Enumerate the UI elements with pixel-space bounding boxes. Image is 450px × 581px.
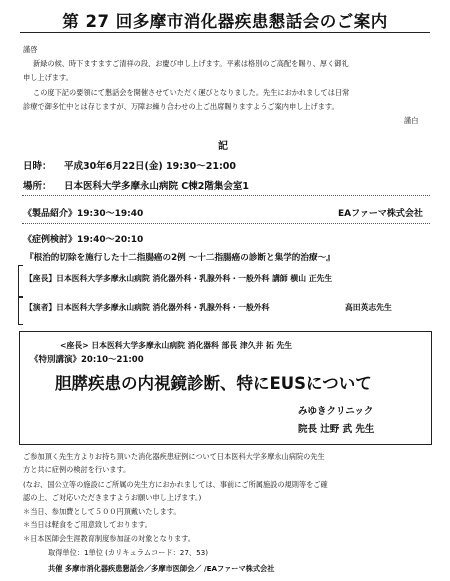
product-label: 《製品紹介》19:30～19:40	[23, 209, 144, 219]
lecture-clinic: みゆきクリニック	[298, 406, 374, 417]
greeting-closing: 謹白	[404, 116, 419, 125]
speaker-bracket	[18, 297, 23, 325]
product-divider	[22, 223, 430, 224]
case-speaker: 【演者】日本医科大学多摩永山病院 消化器外科・乳腺外科・一般外科	[25, 303, 270, 312]
venue-label: 場所：	[23, 181, 52, 192]
notes-line-7: ＊日本医師会生涯教育制度参加証の対象となります。	[23, 534, 195, 543]
greeting-opening: 謹啓	[23, 45, 38, 54]
greeting-line-3: この度下記の要領にて懇話会を開催させていただく運びとなりました。先生におかれましては日常	[33, 88, 350, 97]
lecture-title: 胆膵疾患の内視鏡診断、特にEUSについて	[55, 374, 372, 393]
title-underline	[20, 32, 430, 33]
datetime-value: 平成30年6月22日(金) 19:30～21:00	[64, 161, 237, 172]
case-label: 《症例検討》19:40～20:10	[23, 235, 144, 245]
lecture-label: 《特別講演》20:10～21:00	[30, 355, 144, 365]
notes-line-8: 取得単位：1単位 (カリキュラムコード：27、53)	[48, 548, 209, 557]
notes-line-5: ＊当日、参加費として５００円頂戴いたします。	[23, 507, 181, 516]
case-speaker-name: 高田英志先生	[345, 303, 392, 312]
page-title: 第 27 回多摩市消化器疾患懇話会のご案内	[62, 12, 388, 31]
lecture-director: 院長 辻野 武 先生	[298, 424, 375, 435]
notes-line-4: 認の上、ご対応いただきますようお願い申し上げます。)	[23, 493, 202, 502]
notes-line-2: 方と共に症例の検討を行います。	[23, 465, 131, 474]
notes-line-6: ＊当日は軽食をご用意致しております。	[23, 520, 152, 529]
case-title: 『根治的切除を施行した十二指腸癌の2例 ～十二指腸癌の診断と集学的治療～』	[25, 253, 335, 263]
venue-divider	[22, 195, 430, 196]
product-sponsor: EAファーマ株式会社	[338, 209, 423, 219]
greeting-line-1: 新緑の候、時下ますますご清祥の段、お慶び申し上げます。平素は格別のご高配を賜り、厚く御礼	[33, 59, 349, 68]
ki-heading: 記	[218, 141, 228, 152]
notes-line-3: (なお、国公立等の施設にご所属の先生方におかれましては、事前にご所属施設の規則等をご確	[23, 480, 328, 489]
chair-bracket	[18, 265, 23, 297]
datetime-label: 日時：	[23, 161, 52, 172]
venue-value: 日本医科大学多摩永山病院 C棟2階集会室1	[64, 181, 250, 192]
cosponsor-line: 共催 多摩市消化器疾患懇話会／多摩市医師会／ /EAファーマ株式会社	[48, 564, 275, 573]
case-chair: 【座長】日本医科大学多摩永山病院 消化器外科・乳腺外科・一般外科 講師 横山 正先生	[25, 274, 333, 283]
lecture-chair: <座長> 日本医科大学多摩永山病院 消化器科 部長 津久井 拓 先生	[60, 341, 293, 350]
greeting-line-4: 診療で御多忙中とは存じますが、万障お繰り合わせの上ご出席賜りますようご案内申し上げます。	[23, 102, 339, 111]
notes-line-1: ご参加頂く先生方よりお持ち頂いた消化器疾患症例について日本医科大学多摩永山病院の先生	[23, 452, 325, 461]
greeting-line-2: 申し上げます。	[23, 73, 73, 82]
